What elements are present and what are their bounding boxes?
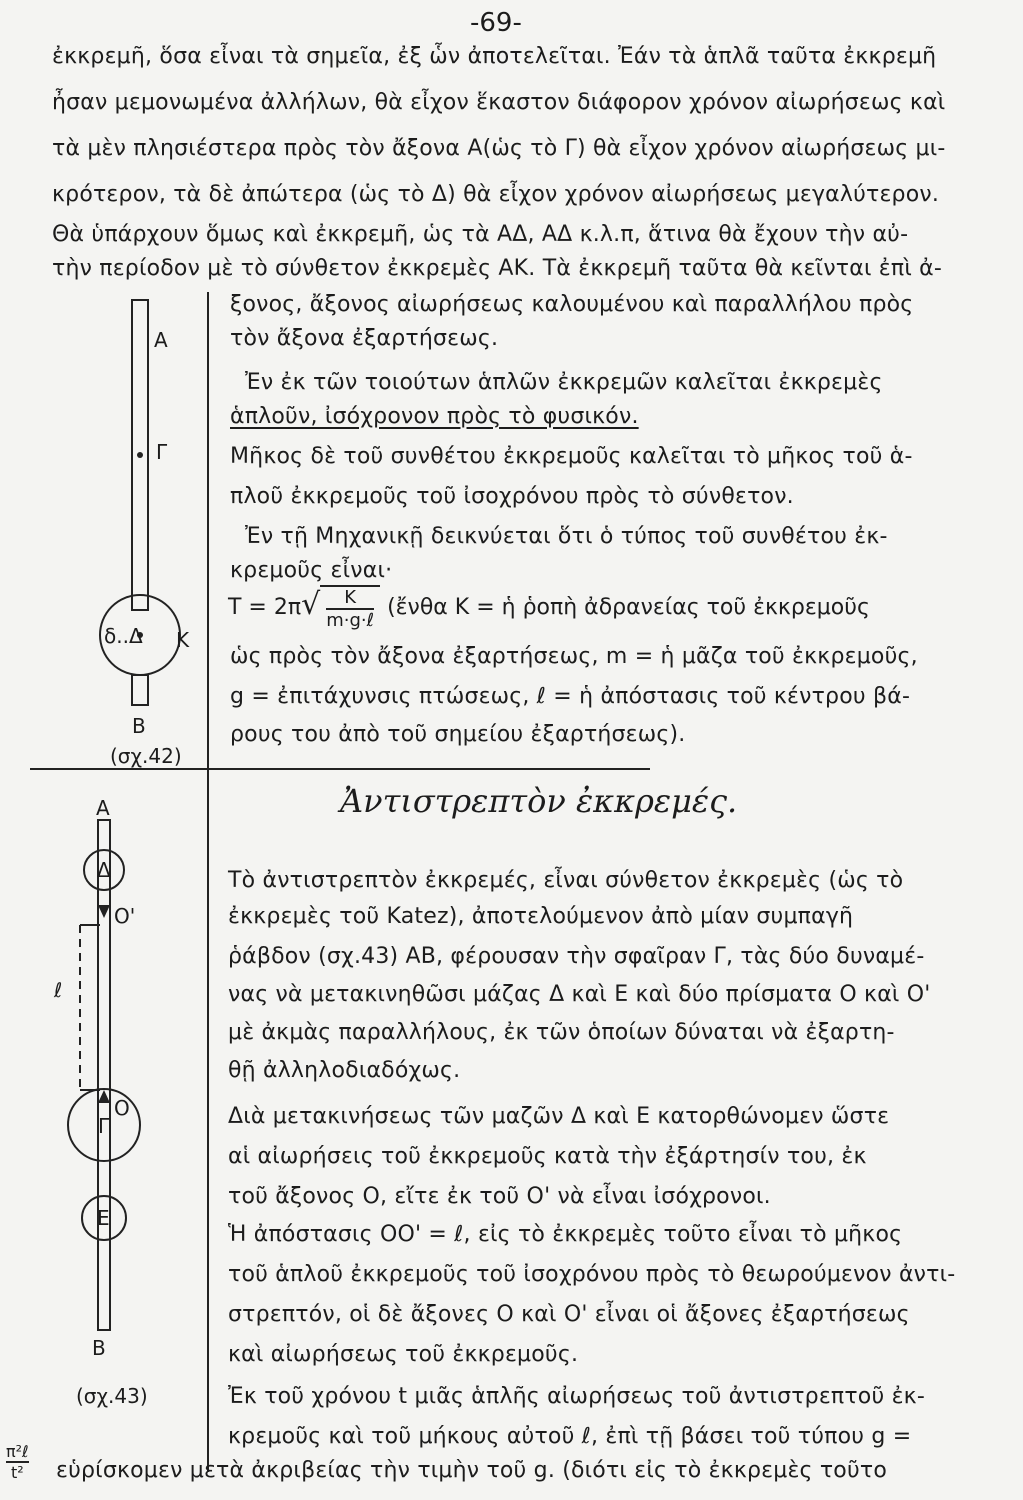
- section-heading: Ἀντιστρεπτὸν ἐκκρεμές.: [340, 782, 738, 820]
- fig42-label-g: Γ: [156, 440, 168, 464]
- text-line: Διὰ μετακινήσεως τῶν μαζῶν Δ καὶ Ε κατορθώνομεν ὥστε: [228, 1104, 890, 1129]
- text-line: ῥάβδον (σχ.43) ΑΒ, φέρουσαν τὴν σφαῖραν Γ, τὰς δύο δυναμέ-: [228, 944, 925, 969]
- text-line: μὲ ἀκμὰς παραλλήλους, ἐκ τῶν ὁποίων δύναται νὰ ἐξαρτη-: [228, 1020, 895, 1045]
- fig43-label-o-prime: Ο': [114, 904, 136, 928]
- text-line: τὸν ἄξονα ἐξαρτήσεως.: [230, 326, 499, 351]
- period-formula: T = 2π√ K m·g·ℓ (ἔνθα K = ἡ ῥοπὴ ἀδρανείας τοῦ ἐκκρεμοῦς: [228, 587, 870, 631]
- page-number: -69-: [470, 8, 522, 38]
- text-line: ξονος, ἄξονος αἰωρήσεως καλουμένου καὶ παραλλήλου πρὸς: [230, 292, 914, 317]
- fig42-label-k: Κ: [176, 628, 190, 652]
- text-line: ρους του ἀπὸ τοῦ σημείου ἐξαρτήσεως).: [230, 722, 686, 747]
- text-line: Τὸ ἀντιστρεπτὸν ἐκκρεμές, εἶναι σύνθετον ἐκκρεμὲς (ὡς τὸ: [228, 868, 904, 893]
- fig42-label-a: Α: [154, 328, 168, 352]
- text-line: νας νὰ μετακινηθῶσι μάζας Δ καὶ Ε καὶ δύο πρίσματα Ο καὶ Ο': [228, 982, 931, 1007]
- fig43-caption: (σχ.43): [76, 1384, 148, 1408]
- text-line: ἦσαν μεμονωμένα ἀλλήλων, θὰ εἶχον ἕκαστον διάφορον χρόνον αἰωρήσεως καὶ: [52, 90, 946, 115]
- text-line: τὴν περίοδον μὲ τὸ σύνθετον ἐκκρεμὲς ΑΚ. Τὰ ἐκκρεμῆ ταῦτα θὰ κεῖνται ἐπὶ ἀ-: [52, 256, 943, 281]
- text-line: τοῦ ἁπλοῦ ἐκκρεμοῦς τοῦ ἰσοχρόνου πρὸς τὸ θεωρούμενον ἀντι-: [228, 1262, 956, 1287]
- fig43-label-o: Ο: [114, 1096, 130, 1120]
- text-line: τὰ μὲν πλησιέστερα πρὸς τὸν ἄξονα Α(ὡς τὸ Γ) θὰ εἶχον χρόνον αἰωρήσεως μι-: [52, 136, 946, 161]
- text-line: Ἐκ τοῦ χρόνου t μιᾶς ἁπλῆς αἰωρήσεως τοῦ ἀντιστρεπτοῦ ἐκ-: [228, 1384, 925, 1409]
- figure-42-pendulum: [60, 290, 210, 770]
- text-line: Ἐν ἐκ τῶν τοιούτων ἁπλῶν ἐκκρεμῶν καλεῖται ἐκκρεμὲς: [245, 370, 883, 395]
- fig43-label-b: Β: [92, 1336, 106, 1360]
- text-line: ἐκκρεμὲς τοῦ Katez), ἀποτελούμενον ἀπὸ μίαν συμπαγῆ: [228, 904, 854, 929]
- fraction-numerator: π²ℓ: [6, 1442, 29, 1461]
- text-line: κρεμοῦς εἶναι·: [230, 558, 393, 583]
- bottom-fraction: [6, 1442, 29, 1482]
- fig42-label-b: Β: [132, 714, 146, 738]
- formula-numerator: K: [326, 587, 374, 610]
- text-line: Ἐν τῇ Μηχανικῇ δεικνύεται ὅτι ὁ τύπος τοῦ συνθέτου ἐκ-: [245, 524, 888, 549]
- formula-lhs: T = 2π: [228, 595, 302, 620]
- fig43-label-e: Ε: [97, 1206, 110, 1230]
- text-line: κρότερον, τὰ δὲ ἀπώτερα (ὡς τὸ Δ) θὰ εἶχον χρόνον αἰωρήσεως μεγαλύτερον.: [52, 182, 940, 207]
- text-line: τοῦ ἄξονος Ο, εἴτε ἐκ τοῦ Ο' νὰ εἶναι ἰσόχρονοι.: [228, 1184, 771, 1209]
- text-line: εὑρίσκομεν μετὰ ἀκριβείας τὴν τιμὴν τοῦ g. (διότι εἰς τὸ ἐκκρεμὲς τοῦτο: [56, 1458, 888, 1483]
- text-line: στρεπτόν, οἱ δὲ ἄξονες Ο καὶ Ο' εἶναι οἱ ἄξονες ἐξαρτήσεως: [228, 1302, 910, 1327]
- formula-explanation: (ἔνθα K = ἡ ῥοπὴ ἀδρανείας τοῦ ἐκκρεμοῦς: [387, 595, 870, 620]
- text-line: κρεμοῦς καὶ τοῦ μήκους αὐτοῦ ℓ, ἐπὶ τῇ βάσει τοῦ τύπου g =: [228, 1424, 912, 1449]
- text-line: καὶ αἰωρήσεως τοῦ ἐκκρεμοῦς.: [228, 1342, 579, 1367]
- text-line: ἁπλοῦν, ἰσόχρονον πρὸς τὸ φυσικόν.: [230, 404, 639, 429]
- fig43-label-d: Δ: [97, 858, 111, 882]
- text-line: θῇ ἀλληλοδιαδόχως.: [228, 1058, 461, 1083]
- text-line: ὡς πρὸς τὸν ἄξονα ἐξαρτήσεως, m = ἡ μᾶζα τοῦ ἐκκρεμοῦς,: [230, 644, 918, 669]
- fig43-label-a: Α: [96, 796, 110, 820]
- text-line: ἐκκρεμῆ, ὅσα εἶναι τὰ σημεῖα, ἐξ ὧν ἀποτελεῖται. Ἐάν τὰ ἁπλᾶ ταῦτα ἐκκρεμῆ: [52, 44, 937, 69]
- text-line: g = ἐπιτάχυνσις πτώσεως, ℓ = ἡ ἀπόστασις τοῦ κέντρου βά-: [230, 684, 911, 709]
- fig42-label-d: δ..Δ: [104, 624, 143, 648]
- text-line: Ἡ ἀπόστασις ΟΟ' = ℓ, εἰς τὸ ἐκκρεμὲς τοῦτο εἶναι τὸ μῆκος: [228, 1222, 903, 1247]
- fraction-denominator: t²: [10, 1463, 24, 1482]
- fig42-caption: (σχ.42): [110, 744, 182, 768]
- text-line: αἱ αἰωρήσεις τοῦ ἐκκρεμοῦς κατὰ τὴν ἐξάρτησίν του, ἐκ: [228, 1144, 867, 1169]
- figure-43-reversible-pendulum: [60, 800, 210, 1360]
- text-line: Θὰ ὑπάρχουν ὅμως καὶ ἐκκρεμῆ, ὡς τὰ ΑΔ, ΑΔ κ.λ.π, ἅτινα θὰ ἔχουν τὴν αὐ-: [52, 222, 909, 247]
- fig43-label-g: Γ: [98, 1114, 110, 1138]
- text-line: Μῆκος δὲ τοῦ συνθέτου ἐκκρεμοῦς καλεῖται τὸ μῆκος τοῦ ἁ-: [230, 444, 913, 469]
- text-line: πλοῦ ἐκκρεμοῦς τοῦ ἰσοχρόνου πρὸς τὸ σύνθετον.: [230, 484, 794, 509]
- fig43-label-l: ℓ: [54, 978, 63, 1002]
- formula-denominator: m·g·ℓ: [326, 610, 375, 631]
